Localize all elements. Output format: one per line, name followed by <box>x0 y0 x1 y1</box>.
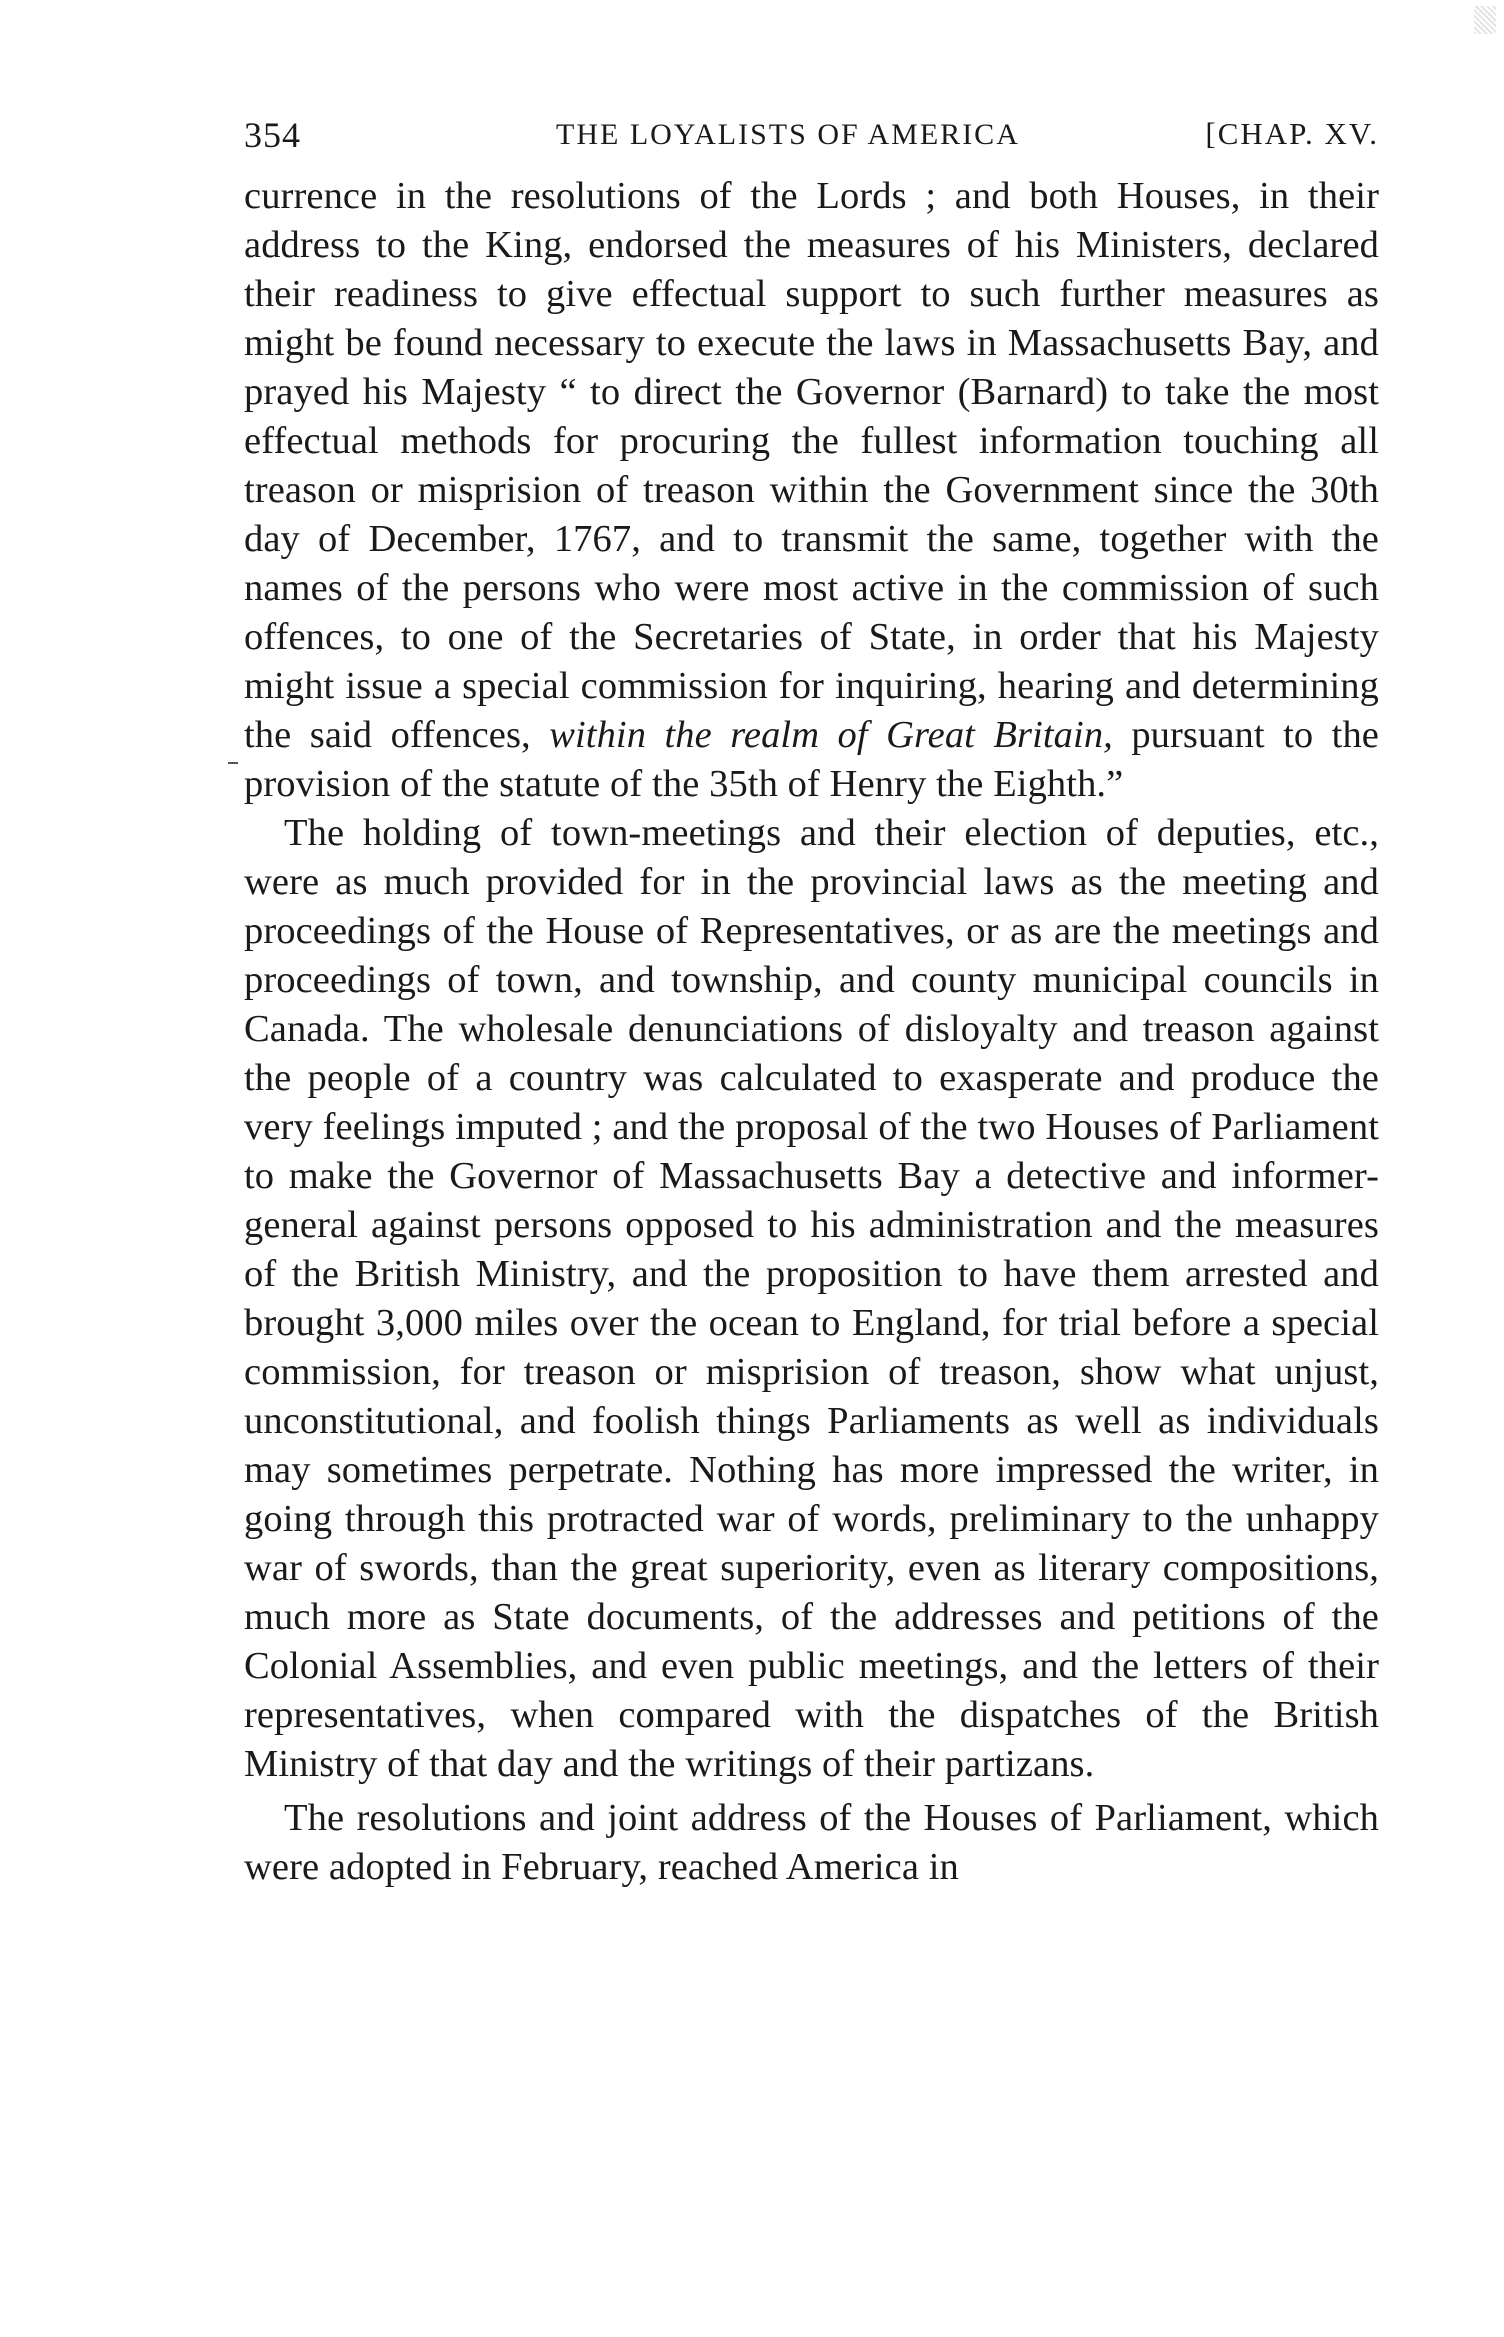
paragraph-3-text: The resolutions and joint address of the Houses of Parliament, which were adopted in February, reached America in <box>244 1797 1379 1888</box>
book-page <box>244 100 1379 2300</box>
paragraph-1-italic-phrase: within the realm of Great Britain, <box>549 714 1113 756</box>
chapter-label: [CHAP. XV. <box>1205 116 1379 151</box>
scan-corner-mark <box>1474 6 1496 34</box>
running-head <box>244 100 1379 170</box>
running-title: THE LOYALISTS OF AMERICA <box>556 118 1020 151</box>
paragraph-1-text-end: pursuant to the provision of the statute of the 35th of Henry the Eighth.” <box>244 714 1380 805</box>
body-text <box>244 172 1379 1892</box>
page-number: 354 <box>244 115 301 155</box>
margin-tick-mark <box>228 762 238 764</box>
paragraph-2-text: The holding of town-meetings and their election of deputies, etc., were as much provided for in the provincial laws as the meeting and proceedings of the House of Representatives, or as are the meetings and proceedings of town, and township, and county municipal councils in Canada. The wholesale denunciations of disloyalty and treason against the people of a country was calculated to exasperate and produce the very feelings imputed ; and the proposal of the two Houses of Parliament to make the Governor of Massachusetts Bay a detective and informer-general against persons opposed to his administration and the measures of the British Ministry, and the proposition to have them arrested and brought 3,000 miles over the ocean to England, for trial before a special commission, for treason or misprision of treason, show what unjust, unconstitutional, and foolish things Parliaments as well as individuals may sometimes perpetrate. Nothing has more impressed the writer, in going through this protracted war of words, preliminary to the unhappy war of swords, than the great superiority, even as literary compositions, much more as State documents, of the addresses and petitions of the Colonial Assemblies, and even public meetings, and the letters of their representatives, when compared with the dispatches of the British Ministry of that day and the writings of their partizans. <box>244 812 1379 1785</box>
paragraph-1 <box>244 172 1379 809</box>
paragraph-1-text: currence in the resolutions of the Lords ; and both Houses, in their address to the King, endorsed the measures of his Ministers, declared their readiness to give effectual support to such further measures as might be found necessary to execute the laws in Massachusetts Bay, and prayed his Majesty “ to direct the Governor (Barnard) to take the most effectual methods for procuring the fullest information touching all treason or misprision of treason within the Government since the 30th day of December, 1767, and to transmit the same, together with the names of the persons who were most active in the commission of such offences, to one of the Secretaries of State, in order that his Majesty might issue a special commission for inquiring, hearing and determining the said offences, <box>244 175 1379 756</box>
paragraph-3 <box>244 1794 1379 1892</box>
paragraph-2 <box>244 809 1379 1789</box>
